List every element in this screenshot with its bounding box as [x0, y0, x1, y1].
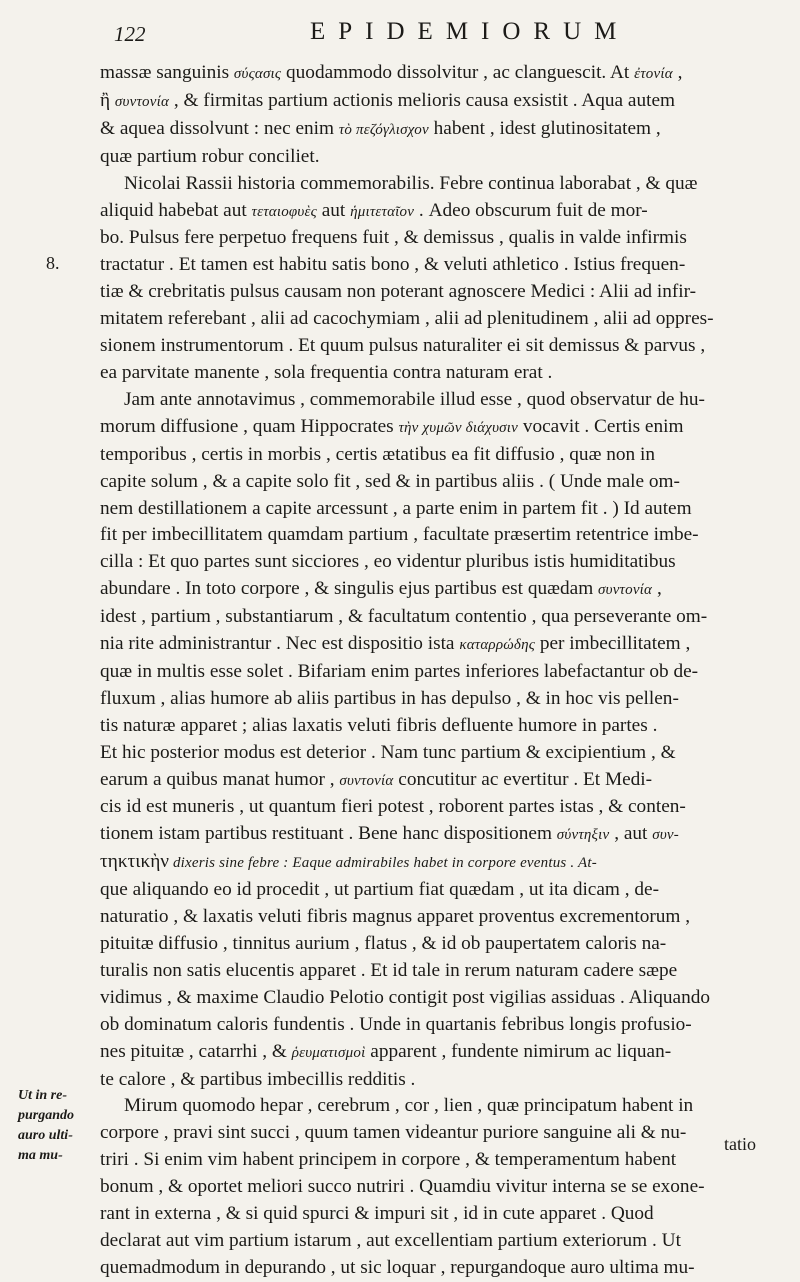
latin-text: τηκτικὴν: [100, 851, 170, 873]
latin-text: massæ sanguinis: [100, 62, 234, 83]
paragraph: [100, 387, 766, 1094]
latin-text: mitatem referebant , alii ad cacochymiam , alii ad plenitudinem , alii ad oppres-: [100, 308, 714, 330]
latin-text: Nicolai Rassii historia commemorabilis. Febre continua laborabat , & quæ: [124, 172, 698, 194]
text-line: [100, 794, 766, 821]
greek-term: συντονία: [598, 582, 653, 599]
text-line: [100, 88, 766, 116]
greek-term: συν-: [652, 827, 679, 844]
text-line: [100, 659, 766, 686]
latin-text: aliquid habebat aut: [100, 199, 252, 221]
latin-text: rant in externa , & si quid spurci & impuri sit , id in cute apparet . Quod: [100, 1203, 654, 1225]
page-number: 122: [114, 22, 146, 46]
greek-term: dixeris sine febre : Eaque admirabiles habet in corpore eventus . At-: [169, 855, 597, 872]
text-line: [100, 198, 766, 226]
text-line: [100, 60, 766, 88]
text-line: [100, 686, 766, 713]
text-line: [100, 1120, 766, 1147]
latin-text: triri . Si enim vim habent principem in corpore , & temperamentum habent: [100, 1149, 677, 1171]
greek-term: συντονία: [339, 772, 394, 789]
page-header: [100, 16, 780, 46]
latin-text: ἢ: [100, 89, 115, 111]
text-line: [100, 549, 766, 576]
latin-text: Jam ante annotavimus , commemorabile illud esse , quod observatur de hu-: [124, 388, 705, 410]
latin-text: temporibus , certis in morbis , certis ætatibus ea fit diffusio , quæ non in: [100, 443, 655, 465]
text-line: [100, 360, 766, 387]
text-line: [100, 225, 766, 252]
latin-text: idest , partium , substantiarum , & facultatum contentio , qua perseverante om-: [100, 606, 708, 628]
latin-text: ,: [672, 62, 683, 83]
latin-text: nem destillationem a capite arcessunt , a parte enim in partem fit . ) Id autem: [100, 497, 692, 519]
latin-text: quemadmodum in depurando , ut sic loquar , repurgandoque auro ultima mu-: [100, 1256, 695, 1278]
latin-text: quæ in multis esse solet . Bifariam enim partes inferiores labefactantur ob de-: [100, 660, 699, 682]
latin-text: ,: [652, 578, 662, 600]
latin-text: earum a quibus manat humor ,: [100, 768, 340, 790]
text-line: [100, 1147, 766, 1174]
text-line: [100, 821, 766, 849]
latin-text: aut: [316, 199, 351, 221]
latin-text: cilla : Et quo partes sunt sicciores , eo videntur pluribus istis humiditatibus: [100, 551, 676, 573]
margin-section-number: 8.: [46, 253, 60, 273]
paragraph: [100, 60, 766, 171]
marginal-note-line: Ut in re-: [18, 1088, 67, 1103]
text-line: [100, 279, 766, 306]
text-line: [100, 387, 766, 414]
catchword: tatio: [724, 1134, 756, 1154]
text-line: [100, 252, 766, 279]
latin-text: quodammodo dissolvitur , ac clanguescit. At: [281, 62, 635, 83]
text-line: [100, 414, 766, 442]
text-line: [100, 713, 766, 740]
latin-text: declarat aut vim partium istarum , aut excellentiam partium exteriorum . Ut: [100, 1229, 681, 1251]
latin-text: quæ partium robur conciliet.: [100, 145, 320, 167]
text-line: [100, 958, 766, 985]
latin-text: sionem instrumentorum . Et quum pulsus naturaliter ei sit demissus & parvus ,: [100, 335, 706, 357]
latin-text: per imbecillitatem ,: [535, 633, 691, 655]
greek-term: τὸ πεζόγλισχον: [338, 121, 429, 138]
latin-text: fit per imbecillitatem quamdam partium , facultate præsertim retentrice imbe-: [100, 524, 699, 546]
text-line: [100, 767, 766, 795]
text-line: [100, 496, 766, 523]
latin-text: naturatio , & laxatis veluti fibris magnus apparet proventus excrementorum ,: [100, 906, 691, 928]
text-line: [100, 116, 766, 144]
marginal-note-line: auro ulti-: [18, 1128, 73, 1143]
greek-term: τεταιοφυὲς: [251, 203, 317, 220]
latin-text: te calore , & partibus imbecillis redditis .: [100, 1068, 416, 1090]
greek-term: σύντηξιν: [556, 827, 610, 844]
text-line: [100, 1067, 766, 1094]
text-line: [100, 849, 766, 877]
text-line: [100, 604, 766, 631]
latin-text: tionem istam partibus restituant . Bene hanc dispositionem: [100, 823, 557, 845]
text-line: [100, 1201, 766, 1228]
marginal-note-line: purgando: [18, 1108, 75, 1123]
marginal-note: [18, 1086, 96, 1166]
greek-term: σύςασις: [233, 66, 282, 82]
latin-text: Et hic posterior modus est deterior . Nam tunc partium & excipientium , &: [100, 741, 676, 763]
latin-text: abundare . In toto corpore , & singulis ejus partibus est quædam: [100, 578, 599, 600]
latin-text: tractatur . Et tamen est habitu satis bono , & veluti athletico . Istius frequen-: [100, 254, 686, 276]
latin-text: bonum , & oportet meliori succo nutriri . Quamdiu vivitur interna se se exone-: [100, 1176, 705, 1198]
greek-term: ἡμιτεταῖον: [350, 203, 415, 220]
latin-text: apparent , fundente nimirum ac liquan-: [365, 1040, 672, 1062]
latin-text: ea parvitate manente , sola frequentia contra naturam erat .: [100, 361, 553, 383]
text-line: [100, 306, 766, 333]
latin-text: nes pituitæ , catarrhi , &: [100, 1040, 292, 1062]
text-line: [100, 442, 766, 469]
latin-text: ob dominatum caloris fundentis . Unde in quartanis febribus longis profusio-: [100, 1013, 692, 1035]
greek-term: καταρρώδης: [459, 637, 535, 654]
text-line: [100, 1012, 766, 1039]
text-line: [100, 631, 766, 659]
text-line: [100, 576, 766, 604]
text-line: [100, 522, 766, 549]
text-line: [100, 985, 766, 1012]
greek-term: ῥευματισμοὶ: [291, 1044, 366, 1061]
greek-term: συντονία: [114, 93, 170, 110]
latin-text: tis naturæ apparet ; alias laxatis veluti fibris defluente humore in partes .: [100, 714, 658, 736]
latin-text: morum diffusione , quam Hippocrates: [100, 415, 399, 437]
text-line: [100, 740, 766, 767]
latin-text: vidimus , & maxime Claudio Pelotio contigit post vigilias assiduas . Aliquando: [100, 986, 711, 1008]
text-line: [100, 1093, 766, 1120]
latin-text: pituitæ diffusio , tinnitus aurium , flatus , & id ob paupertatem caloris na-: [100, 933, 667, 954]
latin-text: bo. Pulsus fere perpetuo frequens fuit , & demissus , qualis in valde infirmis: [100, 227, 687, 249]
latin-text: turalis non satis elucentis apparet . Et id tale in rerum naturam cadere sæpe: [100, 959, 678, 981]
latin-text: que aliquando eo id procedit , ut partium fiat quædam , ut ita dicam , de-: [100, 879, 660, 901]
marginal-note-line: ma mu-: [18, 1148, 63, 1163]
text-line: [100, 1255, 766, 1282]
latin-text: , & firmitas partium actionis melioris causa exsistit . Aqua autem: [169, 89, 676, 111]
latin-text: , aut: [609, 823, 653, 845]
text-line: [100, 171, 766, 198]
greek-term: τὴν χυμῶν διάχυσιν: [398, 419, 519, 436]
text-line: [100, 904, 766, 931]
paragraph: [100, 1093, 766, 1281]
latin-text: & aquea dissolvunt : nec enim: [100, 117, 339, 139]
text-line: [100, 144, 766, 171]
running-title: EPIDEMIORUM: [310, 18, 630, 45]
latin-text: vocavit . Certis enim: [518, 415, 684, 437]
text-line: [100, 1039, 766, 1067]
text-line: [100, 877, 766, 904]
text-line: [100, 1174, 766, 1201]
latin-text: . Adeo obscurum fuit de mor-: [414, 199, 648, 221]
body-text: [100, 60, 766, 1282]
latin-text: nia rite administrantur . Nec est dispositio ista: [100, 633, 460, 655]
text-line: [100, 469, 766, 496]
text-line: [100, 333, 766, 360]
latin-text: Mirum quomodo hepar , cerebrum , cor , lien , quæ principatum habent in: [124, 1095, 694, 1117]
latin-text: cis id est muneris , ut quantum fieri potest , roborent partes istas , & conten-: [100, 796, 686, 818]
latin-text: tiæ & crebritatis pulsus causam non poterant agnoscere Medici : Alii ad infir-: [100, 281, 697, 303]
latin-text: concutitur ac evertitur . Et Medi-: [393, 768, 653, 790]
latin-text: corpore , pravi sint succi , quum tamen videantur puriore sanguine ali & nu-: [100, 1122, 687, 1144]
text-line: [100, 1228, 766, 1255]
paragraph: [100, 171, 766, 387]
latin-text: fluxum , alias humore ab aliis partibus in has depulso , & in hoc vis pellen-: [100, 687, 679, 709]
latin-text: capite solum , & a capite solo fit , sed & in partibus aliis . ( Unde male om-: [100, 470, 680, 492]
greek-term: ἐτονία: [634, 66, 673, 82]
text-line: [100, 931, 766, 958]
latin-text: habent , idest glutinositatem ,: [428, 117, 661, 139]
